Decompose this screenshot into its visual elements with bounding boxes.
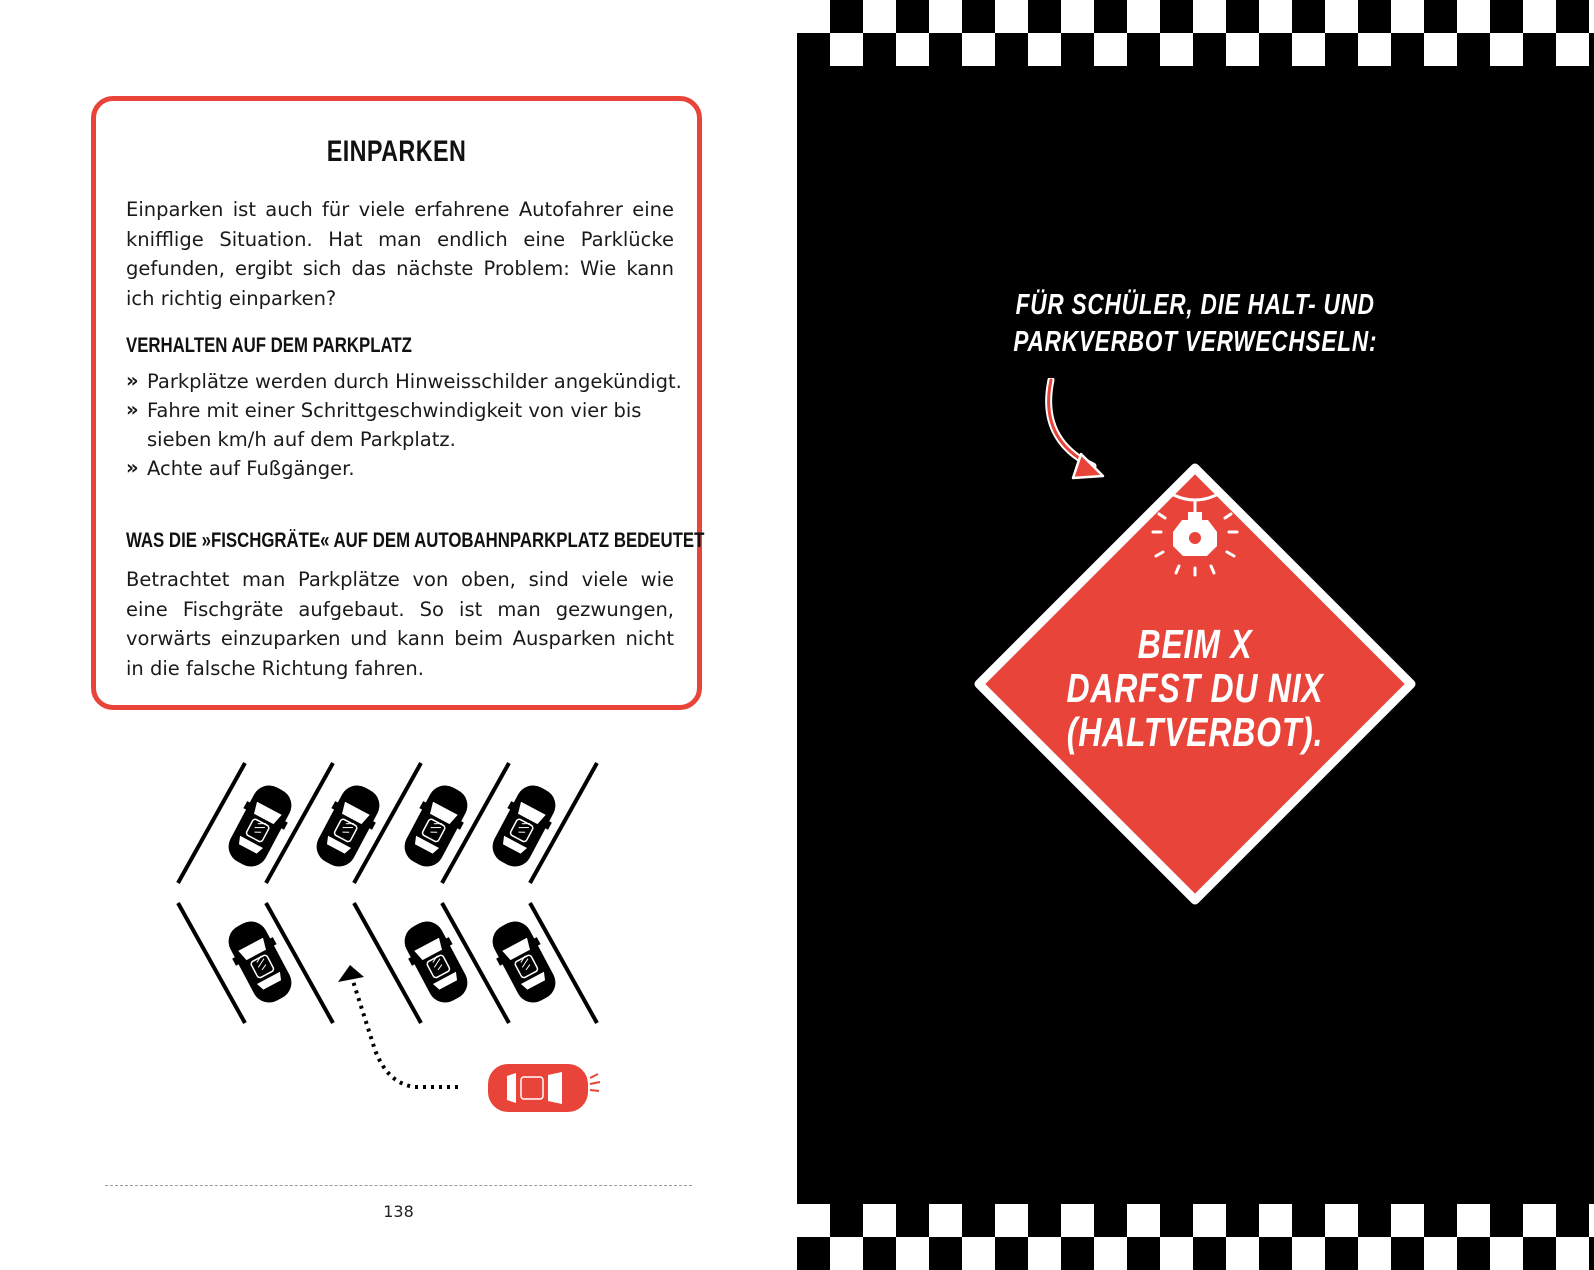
bullet-marker: »: [126, 369, 139, 392]
parked-car: [484, 778, 564, 874]
section-heading-parking-behavior: VERHALTEN AUF DEM PARKPLATZ: [126, 334, 412, 357]
bullet-marker: »: [126, 456, 139, 479]
red-car: [488, 1064, 588, 1112]
info-box: [91, 96, 705, 710]
checkered-band-top: [797, 0, 1594, 66]
checkered-band-bottom: [797, 1204, 1594, 1270]
parked-car: [220, 914, 300, 1010]
fishbone-paragraph: Betrachtet man Parkplätze von oben, sind viele wie eine Fischgräte aufgebaut. So ist man gezwungen, vorwärts einzuparken und kann beim Ausparken nicht in die falsche Richtung fahren.: [126, 568, 674, 680]
caption-line-2: PARKVERBOT VERWECHSELN:: [1013, 326, 1378, 358]
page-number: 138: [383, 1202, 414, 1221]
footer-divider: [105, 1185, 692, 1186]
parked-car: [396, 914, 476, 1010]
sign-text-line-1: BEIM X: [1137, 621, 1253, 667]
list-item: [126, 396, 686, 454]
parked-car: [308, 778, 388, 874]
arrow-head: [338, 965, 364, 982]
sign-text-line-2: DARFST DU NIX: [1066, 665, 1324, 711]
bullet-list: [126, 367, 686, 483]
caption: [797, 287, 1594, 361]
list-item: [126, 367, 686, 396]
parked-car: [220, 778, 300, 874]
box-title: EINPARKEN: [326, 135, 467, 168]
section-heading-fishbone: WAS DIE »FISCHGRÄTE« AUF DEM AUTOBAHNPARKPLATZ BEDEUTET: [126, 529, 705, 552]
bullet-text: Achte auf Fußgänger.: [147, 457, 355, 480]
sign-text: [973, 622, 1417, 754]
parked-car: [396, 778, 476, 874]
bullet-text: Parkplätze werden durch Hinweisschilder angekündigt.: [147, 370, 682, 393]
bullet-marker: »: [126, 398, 139, 421]
caption-line-1: FÜR SCHÜLER, DIE HALT- UND: [1015, 289, 1376, 321]
right-page: [797, 0, 1594, 1270]
fishbone-parking-illustration: [170, 760, 620, 1120]
motion-lines: [590, 1074, 600, 1091]
bullet-text: Fahre mit einer Schrittgeschwindigkeit von vier bis sieben km/h auf dem Parkplatz.: [147, 399, 642, 451]
intro-paragraph: Einparken ist auch für viele erfahrene Autofahrer eine knifflige Situation. Hat man endlich eine Parklücke gefunden, ergibt sich das nächste Problem: Wie kann ich richtig einparken?: [126, 198, 674, 310]
sign-text-line-3: (HALTVERBOT).: [1066, 709, 1324, 755]
parked-car: [484, 914, 564, 1010]
list-item: [126, 454, 686, 483]
